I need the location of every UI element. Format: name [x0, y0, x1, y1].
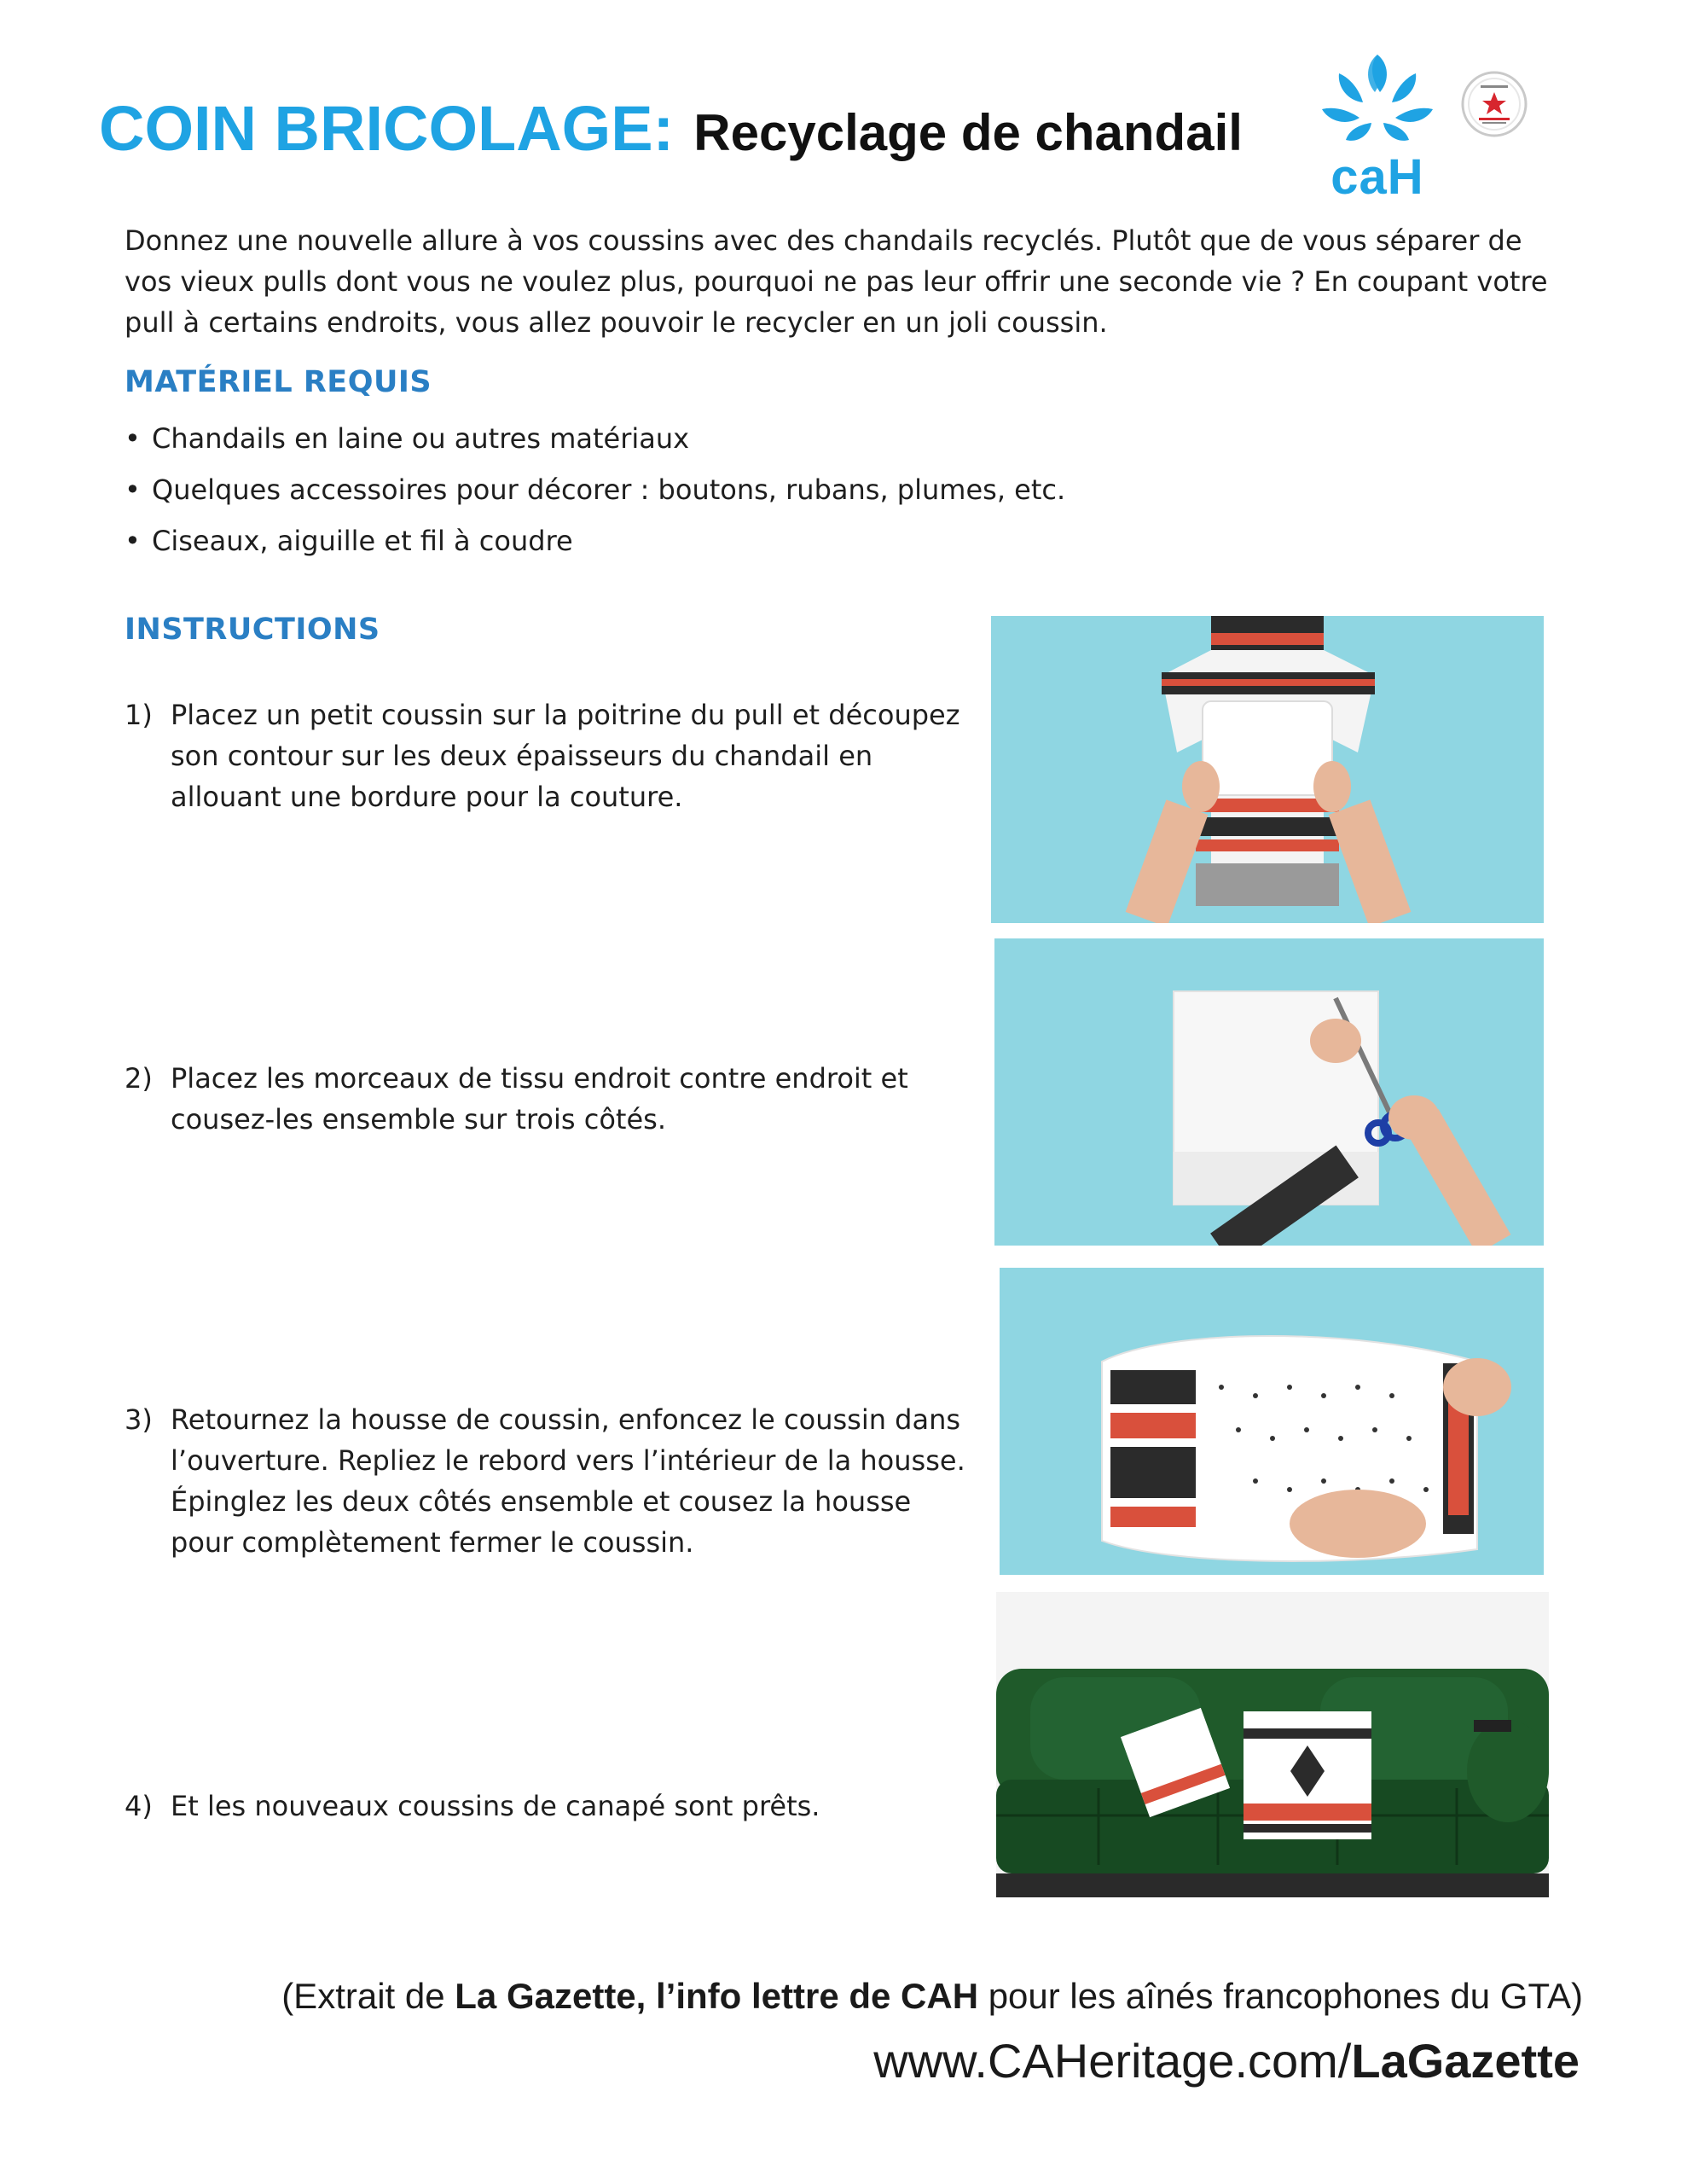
step-number: 2) [125, 1062, 153, 1095]
step-text: Et les nouveaux coussins de canapé sont prêts. [171, 1790, 820, 1822]
step-text: Placez un petit coussin sur la poitrine du pull et découpez son contour sur les deux épaisseurs du chandail en allouant une bordure pour la couture. [171, 699, 960, 813]
list-item: • Quelques accessoires pour décorer : boutons, rubans, plumes, etc. [125, 473, 1065, 507]
intro-paragraph: Donnez une nouvelle allure à vos coussins avec des chandails recyclés. Plutôt que de vous séparer de vos vieux pulls dont vous ne voulez plus, pourquoi ne pas leur offrir une seconde vie ? En coupant votre pull à certains endroits, vous allez pouvoir le recycler en un joli coussin. [125, 224, 1548, 339]
list-item: • Chandails en laine ou autres matériaux [125, 421, 1065, 456]
logo-text: caH [1330, 149, 1424, 205]
list-item: • Ciseaux, aiguille et fil à coudre [125, 524, 1065, 558]
step-text: Retournez la housse de coussin, enfoncez le coussin dans l’ouverture. Repliez le rebord vers l’intérieur de la housse. Épinglez les deux côtés ensemble et cousez la housse pour complètement fermer le coussin. [171, 1403, 965, 1559]
materials-heading: MATÉRIEL REQUIS [125, 365, 432, 399]
instruction-step-2 [125, 1058, 969, 1140]
step-number: 3) [125, 1403, 153, 1436]
step-2-photo [994, 938, 1544, 1246]
cah-logo-mark-icon [1313, 48, 1441, 150]
step-number: 1) [125, 699, 153, 731]
award-badge-icon [1460, 70, 1528, 138]
instruction-step-3 [125, 1399, 969, 1563]
footer-url-plain: www.CAHeritage.com/ [873, 2034, 1352, 2088]
instruction-step-1 [125, 694, 969, 817]
page-title [99, 92, 1243, 165]
step-3-photo [1000, 1268, 1544, 1575]
step-1-photo [991, 616, 1544, 923]
footer-publication: La Gazette, l’info lettre de CAH [455, 1976, 979, 2016]
materials-list [125, 421, 1065, 575]
instructions-heading: INSTRUCTIONS [125, 613, 380, 647]
footer-suffix: pour les aînés francophones du GTA) [978, 1976, 1583, 2016]
instruction-step-4 [125, 1786, 969, 1827]
title-sub: Recyclage de chandail [693, 104, 1243, 161]
footer-url-bold: LaGazette [1351, 2034, 1580, 2088]
step-number: 4) [125, 1790, 153, 1822]
cah-logo [1313, 48, 1450, 205]
footer-prefix: (Extrait de [281, 1976, 455, 2016]
title-main: COIN BRICOLAGE: [99, 93, 675, 164]
footer-url-link[interactable] [873, 2033, 1580, 2088]
step-4-photo [996, 1592, 1549, 1897]
step-text: Placez les morceaux de tissu endroit contre endroit et cousez-les ensemble sur trois côtés. [171, 1062, 908, 1136]
footer-credit [281, 1976, 1583, 2017]
